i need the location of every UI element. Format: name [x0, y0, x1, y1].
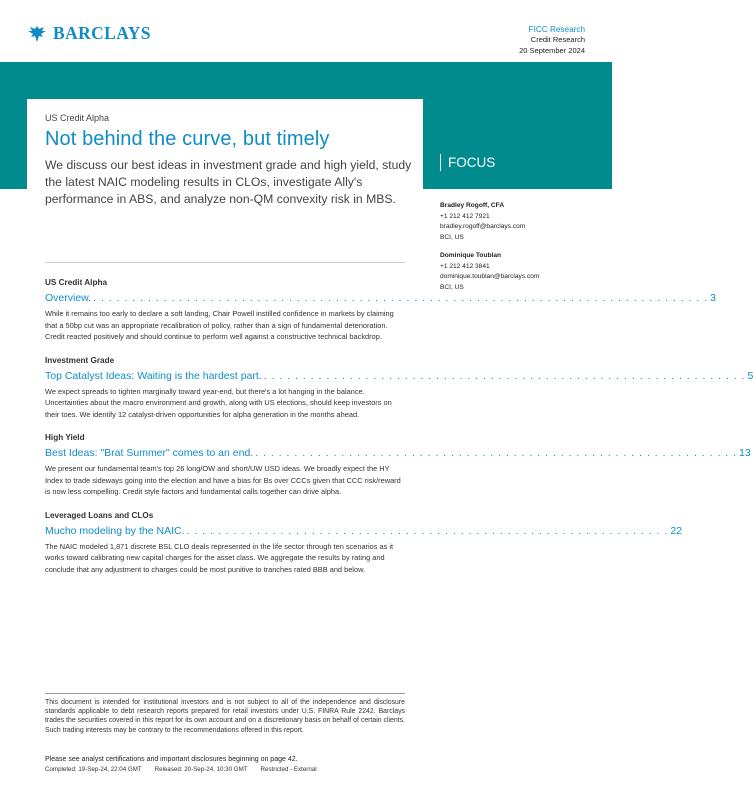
- toc-leader-dots: . . . . . . . . . . . . . . . . . . . . . . . . . . . . . . . . . . . . . . . . . . . . . . . . . . . . . . . . . . . . . .: [186, 524, 669, 537]
- header-meta: [519, 24, 585, 56]
- toc-leader-dots: . . . . . . . . . . . . . . . . . . . . . . . . . . . . . . . . . . . . . . . . . . . . . . . . . . . . . . . . . . . . . . . . . . . . . . . . . . . . . . .: [93, 292, 709, 304]
- toc-link-top-catalyst-ideas[interactable]: [45, 369, 753, 382]
- section-category: US Credit Alpha: [45, 278, 108, 287]
- research-dept: Credit Research: [530, 35, 585, 44]
- restriction-label: Restricted - External: [260, 766, 317, 773]
- toc-heading[interactable]: Overview.: [45, 292, 92, 304]
- analyst-card: [440, 251, 590, 293]
- footer-divider: [45, 693, 405, 694]
- report-series: US Credit Alpha: [45, 113, 110, 123]
- toc-page-number[interactable]: 13: [739, 447, 751, 459]
- report-summary: We discuss our best ideas in investment grade and high yield, study the latest NAIC modeling results in CLOs, investigate Ally's performance in ABS, and analyze non-QM convexity risk in MBS.: [45, 158, 412, 206]
- eagle-icon: [27, 25, 47, 43]
- toc-link-overview[interactable]: [45, 292, 716, 304]
- title-card: [27, 99, 423, 249]
- analyst-contacts: [440, 201, 590, 301]
- toc-page-number[interactable]: 22: [670, 524, 682, 537]
- analyst-entity: BCI, US: [440, 283, 464, 291]
- release-status: [45, 766, 330, 773]
- section-description: We expect spreads to tighten marginally toward year-end, but there's a lot hanging in the balance. Uncertainties about the macro environment and growth, along with US elections, should keep investors on their toes. We identify 12 catalyst-driven opportunities for alpha generation in the months ahead.: [45, 386, 392, 419]
- section-description: The NAIC modeled 1,871 discrete BSL CLO deals represented in the life sector through ten scenarios as it works toward calibrating new capital charges for the asset class. We aggregate the results by rating and conclude that any adjustment to charges could be most punitive to tranches rated BBB and below.: [45, 541, 394, 574]
- toc-heading[interactable]: Top Catalyst Ideas: Waiting is the hardest part.: [45, 369, 262, 382]
- analyst-phone: +1 212 412 7921: [440, 212, 490, 220]
- toc-section-high-yield: [45, 433, 751, 498]
- section-category: Leveraged Loans and CLOs: [45, 510, 154, 520]
- analyst-entity: BCI, US: [440, 233, 464, 241]
- focus-label: FOCUS: [448, 155, 496, 170]
- report-date: 20 September 2024: [519, 45, 585, 55]
- research-unit: FICC Research: [528, 25, 585, 34]
- section-category: High Yield: [45, 433, 85, 442]
- brand-wordmark: BARCLAYS: [53, 23, 151, 43]
- certifications-note: Please see analyst certifications and important disclosures beginning on page 42.: [45, 756, 298, 763]
- toc-heading[interactable]: Mucho modeling by the NAIC.: [45, 524, 185, 537]
- completed-timestamp: Completed: 19-Sep-24, 22:04 GMT: [45, 766, 142, 773]
- toc-page-number[interactable]: 3: [710, 292, 716, 304]
- analyst-name: Dominique Toublan: [440, 252, 502, 259]
- toc-leader-dots: . . . . . . . . . . . . . . . . . . . . . . . . . . . . . . . . . . . . . . . . . . . . . . . . . . . . . . . . . . . . . .: [263, 369, 746, 382]
- toc-heading[interactable]: Best Ideas: "Brat Summer" comes to an end.: [45, 447, 254, 459]
- focus-tag: [440, 154, 495, 171]
- analyst-card: [440, 201, 590, 243]
- toc-section-investment-grade: [45, 355, 753, 421]
- analyst-email[interactable]: dominique.toublan@barclays.com: [440, 273, 540, 280]
- focus-divider: [440, 154, 441, 171]
- analyst-phone: +1 212 412 3841: [440, 262, 490, 270]
- disclaimer-text: This document is intended for institutional investors and is not subject to all of the independence and disclosure standards applicable to debt research reports prepared for retail investors under U.S. FINRA Rule 2242. Barclays trades the securities covered in this report for its own account and on a discretionary basis on behalf of certain clients. Such trading interests may be contrary to the recommendations offered in this report.: [45, 699, 405, 734]
- toc-link-best-ideas[interactable]: [45, 447, 751, 459]
- analyst-email[interactable]: bradley.rogoff@barclays.com: [440, 223, 526, 230]
- toc-link-mucho-modeling[interactable]: [45, 524, 682, 537]
- divider: [45, 262, 405, 263]
- toc-section-leveraged-loans: [45, 510, 682, 576]
- toc-leader-dots: . . . . . . . . . . . . . . . . . . . . . . . . . . . . . . . . . . . . . . . . . . . . . . . . . . . . . . . . . . . . . .: [255, 447, 738, 459]
- barclays-logo: [27, 23, 151, 44]
- released-timestamp: Released: 20-Sep-24, 10:30 GMT: [154, 766, 248, 773]
- section-description: While it remains too early to declare a soft landing, Chair Powell instilled confidence in markets by claiming that a 50bp cut was an appropriate recalibration of policy, rather than a sign of fundamental deterioration. Credit reacted positively and should continue to perform well against a constructive technical backdrop.: [45, 309, 394, 341]
- section-description: We present our fundamental team's top 26 long/OW and short/UW USD ideas. We broadly expect the HY Index to trade sideways going into the election and have a bias for Bs over CCCs given that CCC risk/reward is now less compelling. Credit style factors and fundamental calls together can drive alpha.: [45, 464, 401, 496]
- section-category: Investment Grade: [45, 355, 115, 365]
- analyst-name: Bradley Rogoff, CFA: [440, 202, 505, 209]
- toc-page-number[interactable]: 5: [747, 369, 753, 382]
- report-title: Not behind the curve, but timely: [45, 128, 330, 150]
